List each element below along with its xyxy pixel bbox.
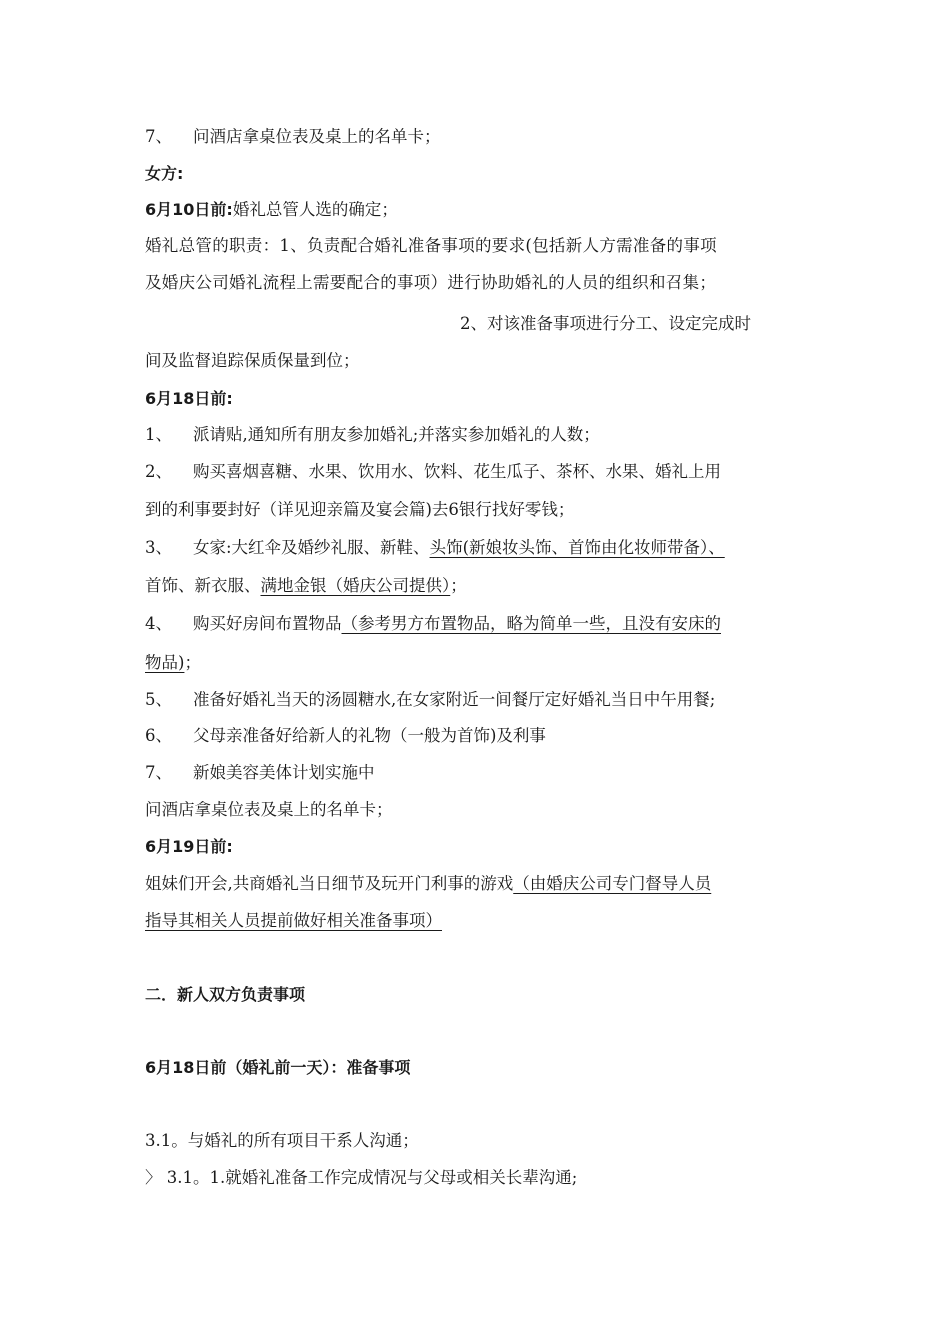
list-item-4 bbox=[145, 612, 721, 636]
item-number: 7、 bbox=[145, 127, 172, 146]
date-label: 6月18日前 bbox=[145, 1058, 227, 1077]
item-underlined-text: （参考男方布置物品，略为简单一些，且没有安床的 bbox=[341, 614, 721, 633]
item-number: 3、 bbox=[145, 538, 172, 557]
item-text: ； bbox=[450, 576, 467, 595]
manager-duties-line-3: 2、对该准备事项进行分工、设定完成时 bbox=[460, 314, 751, 333]
date-heading-june-18: 6月18日前: bbox=[145, 389, 233, 408]
item-text: 准备好婚礼当天的汤圆糖水,在女家附近一间餐厅定好婚礼当日中午用餐; bbox=[193, 690, 716, 709]
item-text: 姐妹们开会,共商婚礼当日细节及玩开门利事的游戏 bbox=[145, 874, 514, 893]
date-text: 婚礼总管人选的确定； bbox=[232, 200, 398, 219]
item-number: 6、 bbox=[145, 726, 172, 745]
date-line-eve bbox=[145, 1056, 410, 1080]
sisters-meeting-line bbox=[145, 872, 711, 896]
section-bride-side: 女方: bbox=[145, 164, 184, 183]
item-number: 7、 bbox=[145, 763, 172, 782]
item-text: 购买好房间布置物品 bbox=[193, 614, 342, 633]
item-text: 购买喜烟喜糖、水果、饮用水、饮料、花生瓜子、茶杯、水果、婚礼上用 bbox=[193, 462, 721, 481]
item-number: 5、 bbox=[145, 690, 172, 709]
item-text: ； bbox=[184, 653, 201, 672]
list-item-2 bbox=[145, 460, 721, 484]
item-number: 2、 bbox=[145, 462, 172, 481]
list-item-7 bbox=[145, 761, 375, 785]
date-line-june-10 bbox=[145, 198, 398, 222]
item-text: 首饰、新衣服、 bbox=[145, 576, 261, 595]
item-7-hotel bbox=[145, 125, 441, 149]
section-heading-both-sides: 二．新人双方负责事项 bbox=[145, 985, 306, 1004]
sisters-meeting-cont bbox=[145, 909, 442, 933]
list-item-4-cont bbox=[145, 651, 201, 675]
manager-duties-line-2: 及婚庆公司婚礼流程上需要配合的事项）进行协助婚礼的人员的组织和召集； bbox=[145, 273, 717, 292]
manager-duties-line-1: 婚礼总管的职责：1、负责配合婚礼准备事项的要求(包括新人方需准备的事项 bbox=[145, 236, 717, 255]
item-number: 1、 bbox=[145, 425, 172, 444]
item-underlined-text: （由婚庆公司专门督导人员 bbox=[513, 874, 712, 893]
item-text: 女家:大红伞及婚纱礼服、新鞋、 bbox=[193, 538, 430, 557]
item-underlined-text: 满地金银（婚庆公司提供） bbox=[260, 576, 451, 595]
list-item-3-cont bbox=[145, 574, 467, 598]
list-item-1 bbox=[145, 423, 600, 447]
item-text: 父母亲准备好给新人的礼物（一般为首饰)及利事 bbox=[193, 726, 546, 745]
list-item-2-cont: 到的利事要封好（详见迎亲篇及宴会篇)去6银行找好零钱； bbox=[145, 500, 575, 519]
date-heading-june-19: 6月19日前: bbox=[145, 837, 233, 856]
manager-duties-line-4: 间及监督追踪保质保量到位； bbox=[145, 351, 360, 370]
item-underlined-text: 物品) bbox=[145, 653, 185, 672]
item-text: 问酒店拿桌位表及桌上的名单卡； bbox=[193, 127, 441, 146]
item-underlined-text: 指导其相关人员提前做好相关准备事项） bbox=[145, 911, 442, 930]
date-text: （婚礼前一天）：准备事项 bbox=[226, 1058, 411, 1077]
item-text: 派请贴,通知所有朋友参加婚礼;并落实参加婚礼的人数； bbox=[193, 425, 600, 444]
item-text: 新娘美容美体计划实施中 bbox=[193, 763, 375, 782]
subsection-3-1: 3.1。与婚礼的所有项目干系人沟通； bbox=[145, 1131, 419, 1150]
subsection-3-1-1: 〉 3.1。1.就婚礼准备工作完成情况与父母或相关长辈沟通; bbox=[145, 1168, 578, 1187]
list-item-3 bbox=[145, 536, 725, 560]
item-number: 4、 bbox=[145, 614, 172, 633]
list-item-5 bbox=[145, 688, 715, 712]
date-label: 6月10日前: bbox=[145, 200, 233, 219]
item-underlined-text: 头饰(新娘妆头饰、首饰由化妆师带备）、 bbox=[429, 538, 725, 557]
list-item-6 bbox=[145, 724, 546, 748]
hotel-line: 问酒店拿桌位表及桌上的名单卡； bbox=[145, 800, 393, 819]
